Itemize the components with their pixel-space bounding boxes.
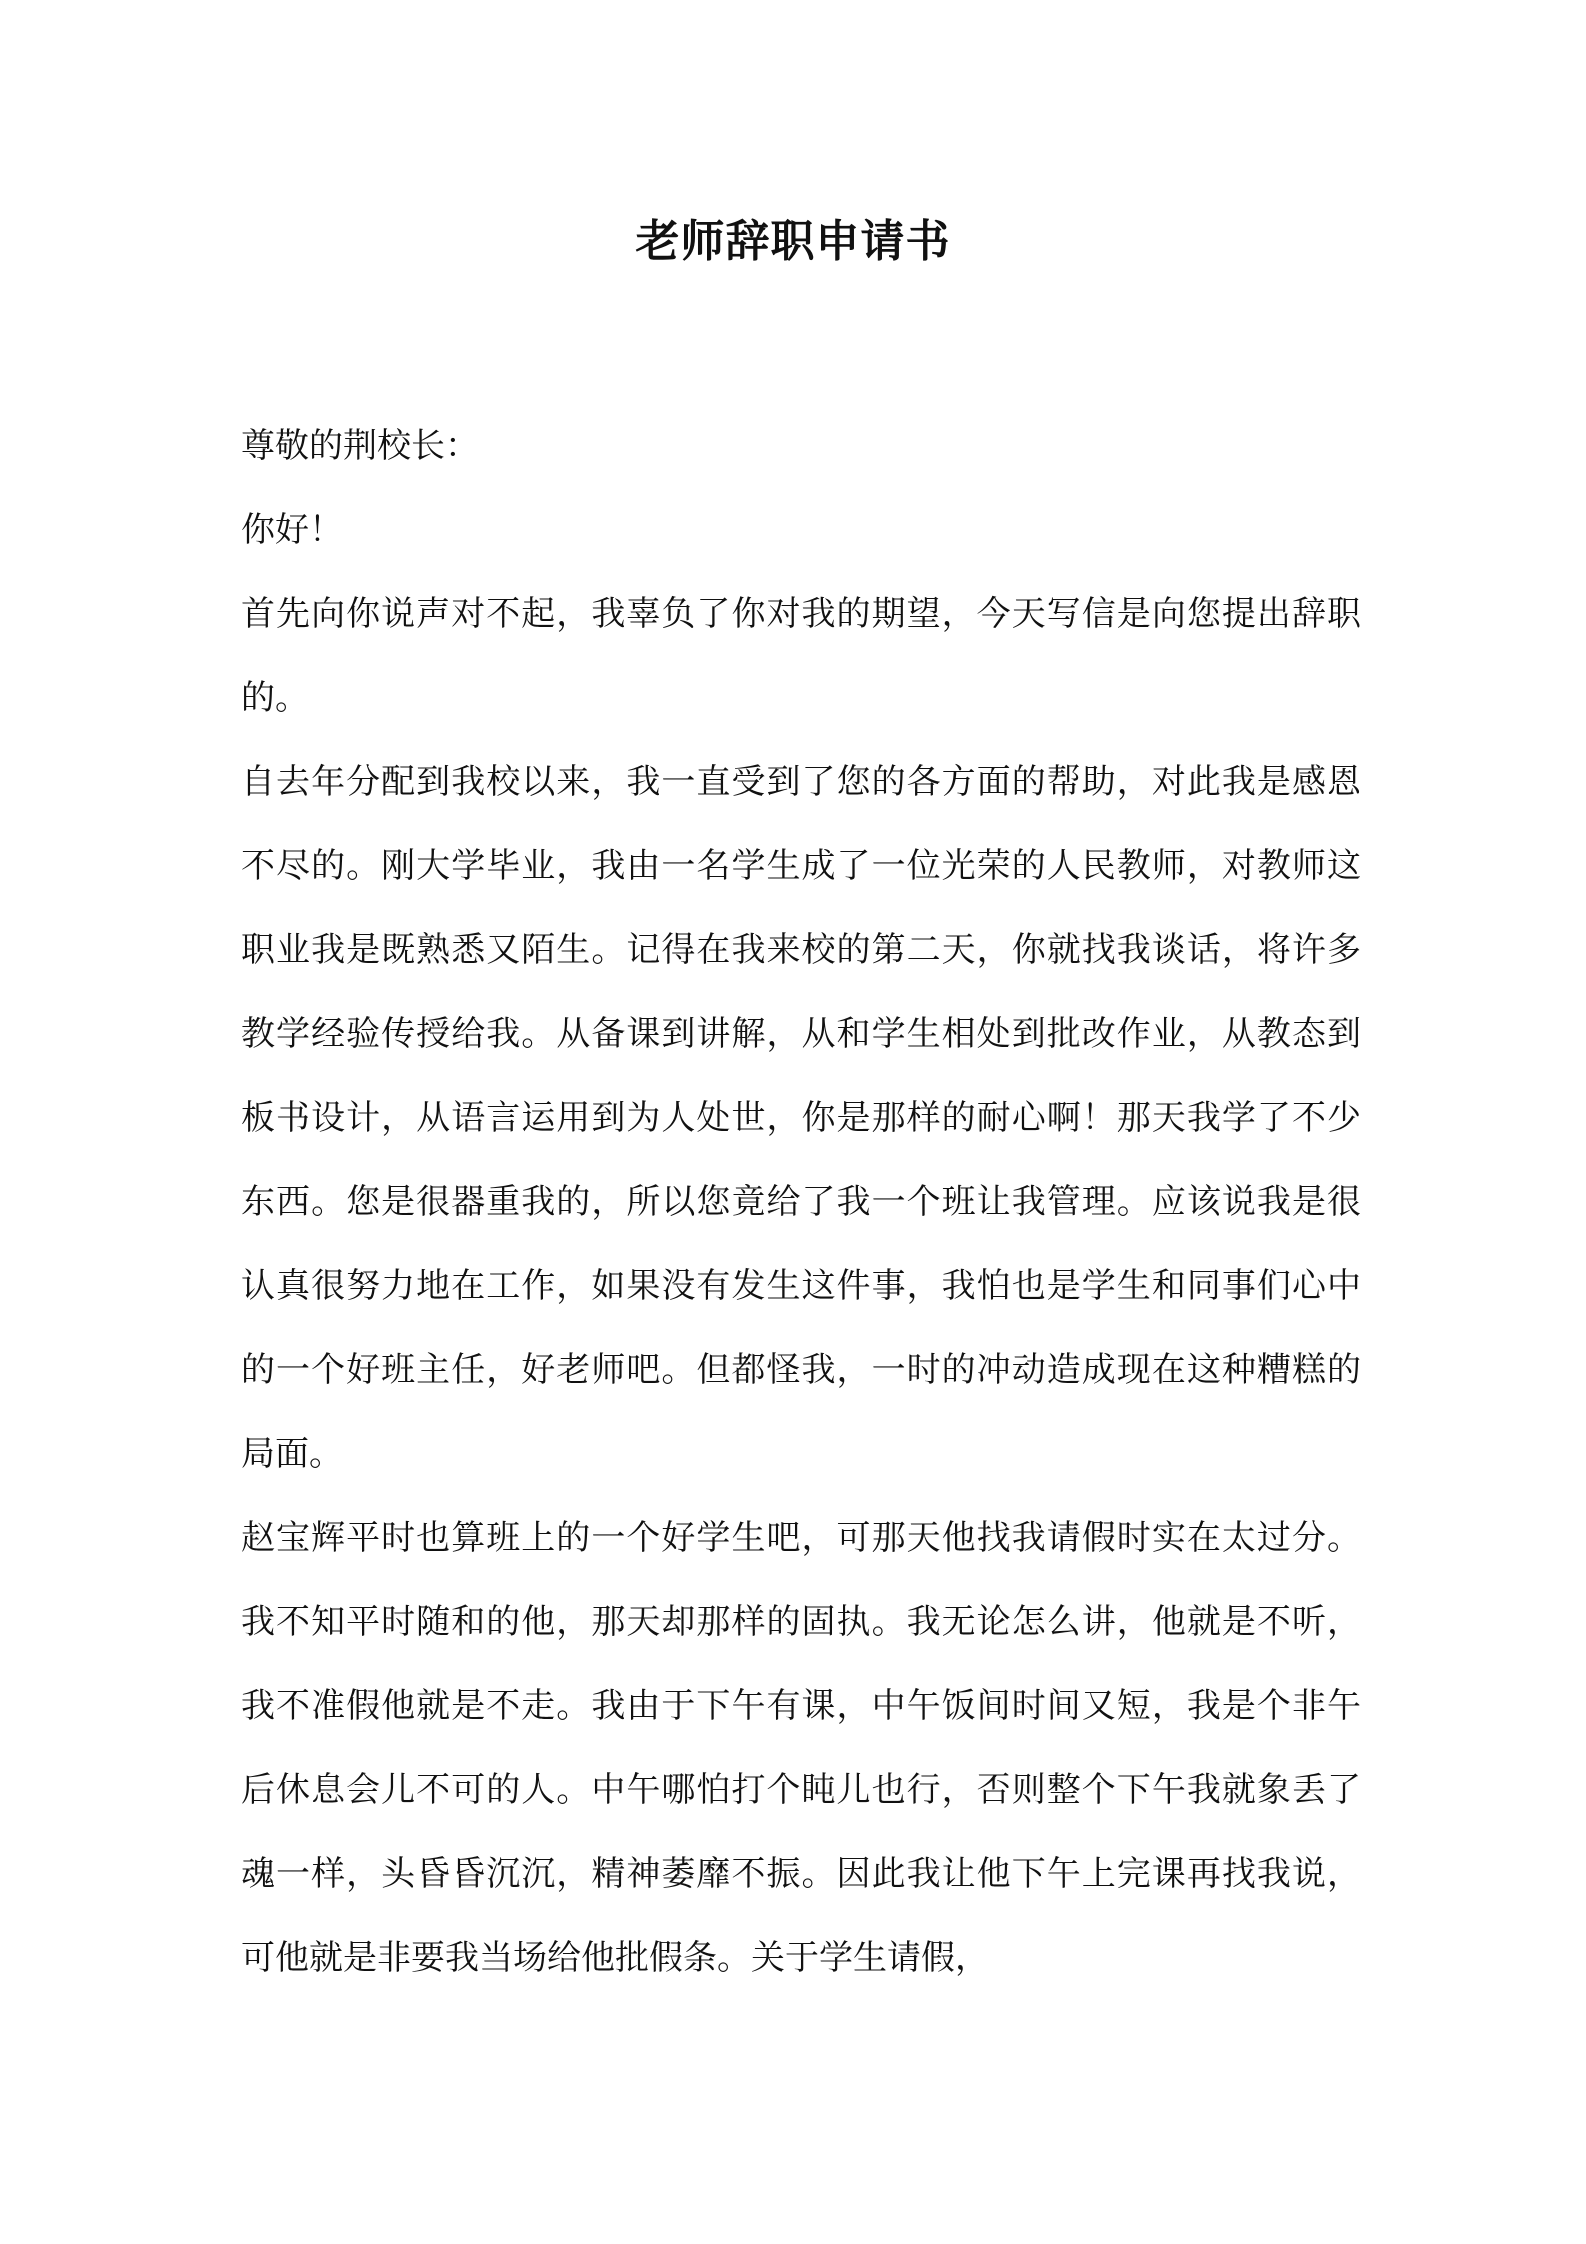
document-title: 老师辞职申请书 — [635, 216, 951, 267]
paragraph-1: 首先向你说声对不起，我辜负了你对我的期望，今天写信是向您提出辞职的。 — [241, 594, 1361, 718]
document-body — [241, 404, 1361, 2000]
paragraph-2: 自去年分配到我校以来，我一直受到了您的各方面的帮助，对此我是感恩不尽的。刚大学毕业，我由一名学生成了一位光荣的人民教师，对教师这职业我是既熟悉又陌生。记得在我来校的第二天，你就找我谈话，将许多教学经验传授给我。从备课到讲解，从和学生相处到批改作业，从教态到板书设计，从语言运用到为人处世，你是那样的耐心啊！那天我学了不少东西。您是很器重我的，所以您竟给了我一个班让我管理。应该说我是很认真很努力地在工作，如果没有发生这件事，我怕也是学生和同事们心中的一个好班主任，好老师吧。但都怪我，一时的冲动造成现在这种糟糕的局面。 — [241, 762, 1361, 1474]
paragraph-3: 赵宝辉平时也算班上的一个好学生吧，可那天他找我请假时实在太过分。我不知平时随和的他，那天却那样的固执。我无论怎么讲，他就是不听，我不准假他就是不走。我由于下午有课，中午饭间时间又短，我是个非午后休息会儿不可的人。中午哪怕打个盹儿也行，否则整个下午我就象丢了魂一样，头昏昏沉沉，精神萎靡不振。因此我让他下午上完课再找我说，可他就是非要我当场给他批假条。关于学生请假， — [241, 1518, 1361, 1978]
greeting: 你好！ — [241, 510, 343, 550]
salutation: 尊敬的荆校长： — [241, 426, 479, 466]
